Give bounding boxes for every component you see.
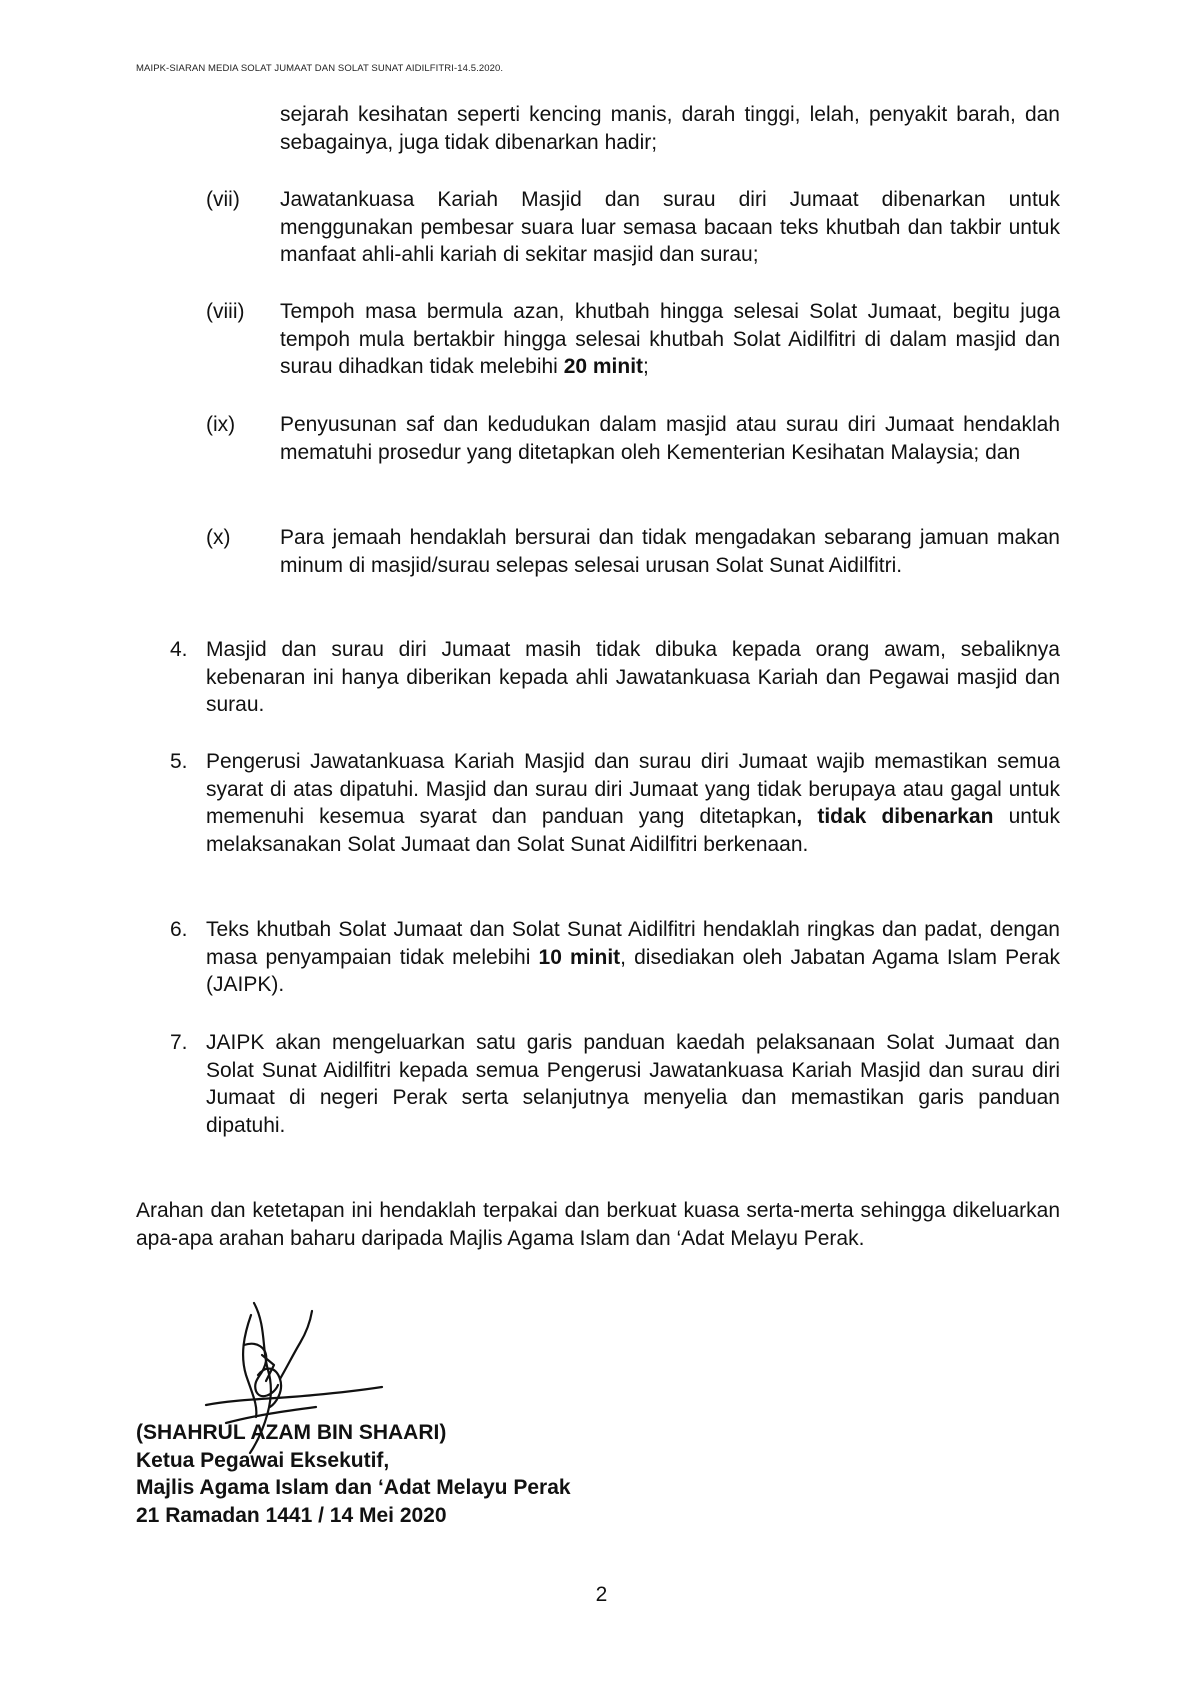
- item-text-6-a: Teks khutbah Solat Jumaat dan Solat Sunat Aidilfitri hendaklah ringkas dan padat, dengan masa penyampaian tidak melebihi: [206, 918, 1060, 969]
- subitem-text-viii-bold: 20 minit: [563, 355, 644, 378]
- item-text-5: [206, 748, 1060, 858]
- item-number-6: 6.: [170, 918, 188, 941]
- item-text-5-a: Pengerusi Jawatankuasa Kariah Masjid dan surau diri Jumaat wajib memastikan semua syarat di atas dipatuhi. Masjid dan surau diri Jumaat yang tidak berupaya atau gagal untuk memenuhi kesemua syarat dan panduan yang ditetapkan: [206, 750, 1060, 828]
- subitem-label-x: (x): [206, 526, 231, 549]
- item-text-5-c: untuk melaksanakan Solat Jumaat dan Solat Sunat Aidilfitri berkenaan.: [206, 805, 1060, 856]
- subitem-text-ix: Penyusunan saf dan kedudukan dalam masjid atau surau diri Jumaat hendaklah mematuhi prosedur yang ditetapkan oleh Kementerian Kesihatan Malaysia; dan: [280, 413, 1060, 464]
- signatory-date: 21 Ramadan 1441 / 14 Mei 2020: [136, 1503, 447, 1527]
- subitem-label-vii: (vii): [206, 188, 240, 211]
- item-number-5: 5.: [170, 750, 188, 773]
- signatory-organization: Majlis Agama Islam dan ‘Adat Melayu Perak: [136, 1476, 571, 1499]
- item-text-5-bold: , tidak dibenarkan: [796, 805, 994, 828]
- subitem-text-viii: [280, 298, 1060, 381]
- item-number-4: 4.: [170, 638, 188, 661]
- item-text-6: [206, 916, 1060, 999]
- subitem-label-viii: (viii): [206, 300, 245, 323]
- continuation-text: sejarah kesihatan seperti kencing manis, darah tinggi, lelah, penyakit barah, dan sebagainya, juga tidak dibenarkan hadir;: [280, 103, 1060, 154]
- signatory-title: Ketua Pegawai Eksekutif,: [136, 1448, 390, 1472]
- header-reference: MAIPK-SIARAN MEDIA SOLAT JUMAAT DAN SOLAT SUNAT AIDILFITRI-14.5.2020.: [136, 63, 504, 74]
- subitem-text-x: Para jemaah hendaklah bersurai dan tidak mengadakan sebarang jamuan makan minum di masjid/surau selepas selesai urusan Solat Sunat Aidilfitri.: [280, 526, 1060, 577]
- subitem-label-ix: (ix): [206, 413, 236, 436]
- subitem-text-vii: Jawatankuasa Kariah Masjid dan surau diri Jumaat dibenarkan untuk menggunakan pembesar suara luar semasa bacaan teks khutbah dan takbir untuk manfaat ahli-ahli kariah di sekitar masjid dan surau;: [280, 188, 1060, 266]
- item-text-6-bold: 10 minit: [538, 945, 621, 969]
- item-text-7: JAIPK akan mengeluarkan satu garis panduan kaedah pelaksanaan Solat Jumaat dan Solat Sunat Aidilfitri kepada semua Pengerusi Jawatankuasa Kariah Masjid dan surau diri Jumaat di negeri Perak serta selanjutnya menyelia dan memastikan garis panduan dipatuhi.: [206, 1031, 1060, 1137]
- closing-paragraph: Arahan dan ketetapan ini hendaklah terpakai dan berkuat kuasa serta-merta sehingga dikeluarkan apa-apa arahan baharu daripada Majlis Agama Islam dan ‘Adat Melayu Perak.: [136, 1199, 1060, 1250]
- item-number-7: 7.: [170, 1031, 188, 1054]
- signatory-name: (SHAHRUL AZAM BIN SHAARI): [136, 1421, 447, 1444]
- item-text-6-c: , disediakan oleh Jabatan Agama Islam Perak (JAIPK).: [206, 945, 1061, 996]
- page-number: 2: [595, 1583, 608, 1606]
- subitem-text-viii-a: Tempoh masa bermula azan, khutbah hingga selesai Solat Jumaat, begitu juga tempoh mula bertakbir hingga selesai khutbah Solat Aidilfitri di dalam masjid dan surau dihadkan tidak melebihi: [280, 300, 1060, 378]
- item-text-4: Masjid dan surau diri Jumaat masih tidak dibuka kepada orang awam, sebaliknya kebenaran ini hanya diberikan kepada ahli Jawatankuasa Kariah dan Pegawai masjid dan surau.: [206, 638, 1060, 716]
- subitem-text-viii-c: ;: [643, 355, 649, 378]
- signatory-block: [136, 1419, 571, 1529]
